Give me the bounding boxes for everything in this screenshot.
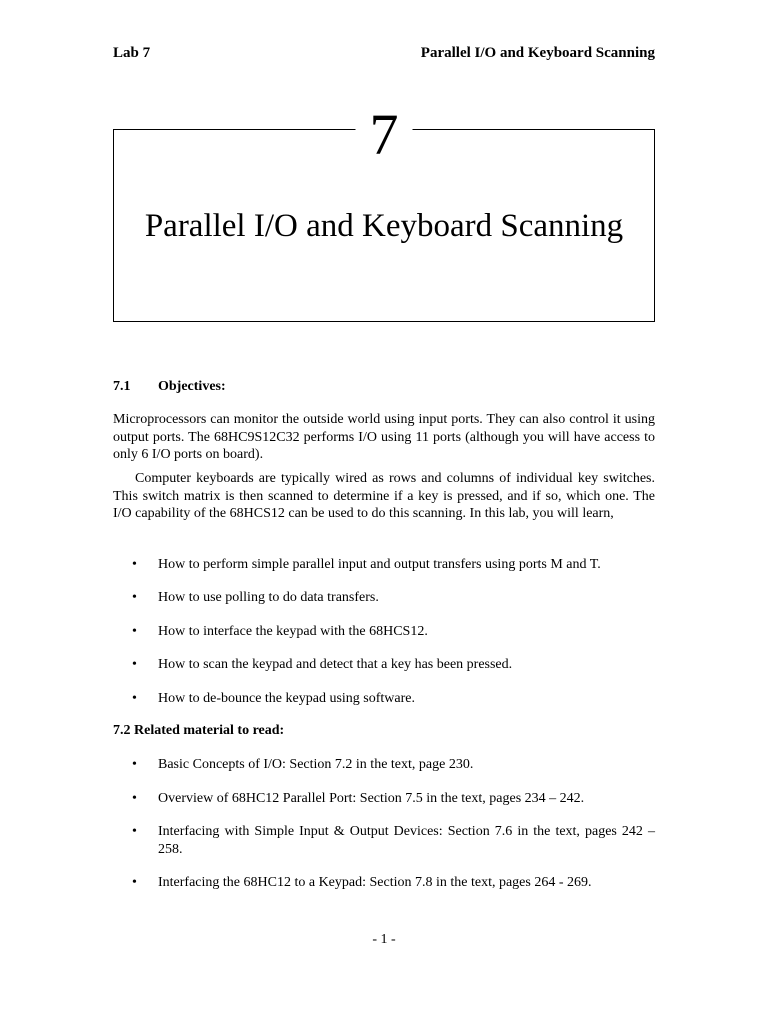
bullet-icon: •	[132, 657, 137, 672]
list-item-text: Overview of 68HC12 Parallel Port: Section 7.5 in the text, pages 234 – 242.	[158, 791, 585, 806]
bullet-icon: •	[132, 791, 137, 806]
list-item	[113, 589, 655, 607]
section-heading-objectives	[113, 379, 226, 395]
section-heading-related-material: 7.2 Related material to read:	[113, 723, 285, 738]
list-item	[113, 556, 655, 574]
list-item	[113, 790, 655, 808]
section-number: 7.1	[113, 379, 131, 394]
list-item-text: How to de-bounce the keypad using software.	[158, 691, 415, 706]
bullet-icon: •	[132, 875, 137, 890]
bullet-icon: •	[132, 824, 137, 839]
list-item-text: How to interface the keypad with the 68HCS12.	[158, 624, 428, 639]
bullet-icon: •	[132, 757, 137, 772]
list-item	[113, 823, 655, 858]
list-item-text: How to scan the keypad and detect that a key has been pressed.	[158, 657, 513, 672]
list-item-text: Basic Concepts of I/O: Section 7.2 in the text, page 230.	[158, 757, 474, 772]
list-item	[113, 656, 655, 674]
bullet-icon: •	[132, 590, 137, 605]
running-header-title: Parallel I/O and Keyboard Scanning	[420, 45, 655, 61]
bullet-icon: •	[132, 557, 137, 572]
chapter-title: Parallel I/O and Keyboard Scanning	[144, 208, 624, 244]
list-item-text: Interfacing with Simple Input & Output Devices: Section 7.6 in the text, pages 242 – 258.	[158, 824, 655, 857]
page-number: - 1 -	[372, 932, 396, 947]
list-item-text: How to use polling to do data transfers.	[158, 590, 379, 605]
section-title: Objectives:	[158, 379, 226, 394]
list-item	[113, 690, 655, 708]
chapter-number: 7	[356, 106, 413, 164]
list-item-text: Interfacing the 68HC12 to a Keypad: Section 7.8 in the text, pages 264 - 269.	[158, 875, 592, 890]
list-item	[113, 874, 655, 892]
list-item	[113, 623, 655, 641]
paragraph-keyboards: Computer keyboards are typically wired as rows and columns of individual key switches. This switch matrix is then scanned to determine if a key is pressed, and if so, which one. The I/O capability of the 68HCS12 can be used to do this scanning. In this lab, you will learn,	[113, 471, 655, 521]
list-item	[113, 756, 655, 774]
bullet-icon: •	[132, 624, 137, 639]
paragraph-intro: Microprocessors can monitor the outside world using input ports. They can also control it using output ports. The 68HC9S12C32 performs I/O using 11 ports (although you will have access to only 6 I/O ports on board).	[113, 412, 655, 462]
chapter-title-box	[113, 102, 655, 322]
running-header-lab: Lab 7	[113, 45, 151, 61]
bullet-icon: •	[132, 691, 137, 706]
list-item-text: How to perform simple parallel input and output transfers using ports M and T.	[158, 557, 601, 572]
